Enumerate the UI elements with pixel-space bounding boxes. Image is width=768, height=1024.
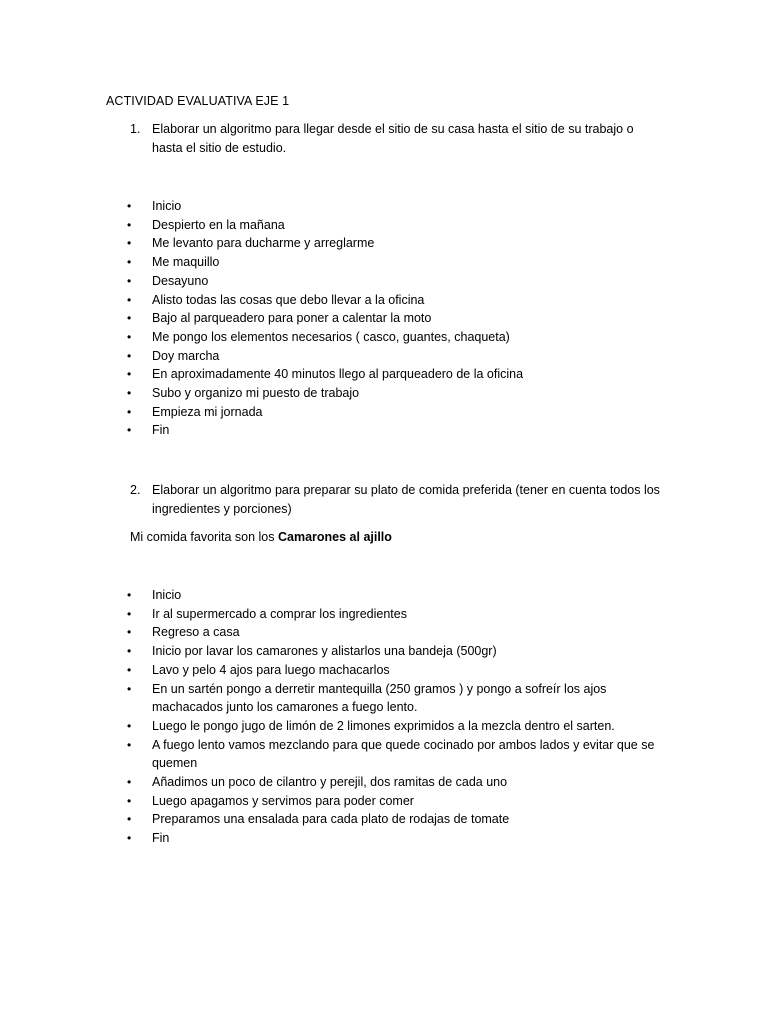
list-item-text: Luego apagamos y servimos para poder comer [152,793,414,808]
bullet-icon: • [127,423,132,438]
list-item-text: Desayuno [152,273,209,288]
list-item-text: Empieza mi jornada [152,404,263,419]
list-item-text: Preparamos una ensalada para cada plato de rodajas de tomate [152,812,510,827]
list-item [0,365,672,384]
bullet-icon: • [127,311,132,326]
list-item-text: Me pongo los elementos necesarios ( casco, guantes, chaqueta) [152,329,510,344]
list-item [0,197,672,216]
list-item [0,253,672,272]
list-item-text: Lavo y pelo 4 ajos para luego machacarlos [152,662,390,677]
favorite-food-prefix: Mi comida favorita son los [130,530,278,544]
bullet-icon: • [127,273,132,288]
bullet-icon: • [127,793,132,808]
list-item [0,642,672,661]
list-item-text: Añadimos un poco de cilantro y perejil, dos ramitas de cada uno [152,775,508,790]
list-item [0,328,672,347]
list-item [0,347,672,366]
list-item [0,623,672,642]
list-item [0,773,672,792]
algorithm-list-2 [0,586,768,848]
favorite-food-sentence [130,528,392,546]
bullet-icon: • [127,367,132,382]
favorite-food-name: Camarones al ajillo [277,530,392,544]
bullet-icon: • [127,812,132,827]
list-item-text: Subo y organizo mi puesto de trabajo [152,386,360,401]
list-item-text: Fin [152,831,170,846]
list-item-text: Ir al supermercado a comprar los ingredientes [152,606,407,621]
list-item-text: Alisto todas las cosas que debo llevar a la oficina [152,292,425,307]
question-1-number: 1. [130,122,141,136]
bullet-icon: • [127,831,132,846]
bullet-icon: • [127,681,132,696]
list-item [0,216,672,235]
list-item [0,605,672,624]
list-item [0,810,672,829]
bullet-icon: • [127,199,132,213]
bullet-icon: • [127,217,132,232]
bullet-icon: • [127,255,132,270]
list-item-text: Me maquillo [152,255,220,270]
list-item [0,661,672,680]
bullet-icon: • [127,236,132,251]
bullet-icon: • [127,718,132,733]
list-item [0,234,672,253]
bullet-icon: • [127,588,132,602]
bullet-icon: • [127,737,132,752]
list-item-text: Inicio por lavar los camarones y alistarlos una bandeja (500gr) [152,644,497,659]
bullet-icon: • [127,404,132,419]
list-item-text: A fuego lento vamos mezclando para que quede cocinado por ambos lados y evitar que se quemen [152,737,655,771]
list-item-text: Despierto en la mañana [152,217,285,232]
list-item-text: Fin [152,423,170,438]
list-item-text: En un sartén pongo a derretir mantequilla (250 gramos ) y pongo a sofreír los ajos machacados junto los camarones a fuego lento. [152,681,607,715]
bullet-icon: • [127,348,132,363]
list-item [0,586,672,605]
list-item [0,717,672,736]
bullet-icon: • [127,386,132,401]
list-item-text: Inicio [152,588,182,602]
list-item-text: Doy marcha [152,348,220,363]
list-item [0,384,672,403]
question-2-number: 2. [130,483,141,497]
list-item-text: Regreso a casa [152,625,240,640]
bullet-icon: • [127,329,132,344]
list-item [0,403,672,422]
list-item-text: Luego le pongo jugo de limón de 2 limones exprimidos a la mezcla dentro el sarten. [152,718,615,733]
list-item [0,421,672,440]
list-item-text: En aproximadamente 40 minutos llego al parqueadero de la oficina [152,367,524,382]
document-title: ACTIVIDAD EVALUATIVA EJE 1 [106,94,290,108]
list-item-text: Me levanto para ducharme y arreglarme [152,236,375,251]
list-item-text: Inicio [152,199,182,213]
question-1-text: Elaborar un algoritmo para llegar desde el sitio de su casa hasta el sitio de su trabajo o hasta el sitio de estudio. [152,122,634,155]
question-1 [106,120,666,157]
list-item [0,736,672,773]
question-2 [106,481,666,518]
bullet-icon: • [127,662,132,677]
list-item [0,309,672,328]
list-item [0,291,672,310]
list-item [0,829,672,848]
bullet-icon: • [127,606,132,621]
list-item [0,680,672,717]
bullet-icon: • [127,292,132,307]
list-item [0,272,672,291]
list-item [0,792,672,811]
algorithm-list-1 [0,197,768,440]
bullet-icon: • [127,775,132,790]
list-item-text: Bajo al parqueadero para poner a calentar la moto [152,311,432,326]
question-2-text: Elaborar un algoritmo para preparar su plato de comida preferida (tener en cuenta todos los ingredientes y porciones) [152,483,660,516]
bullet-icon: • [127,625,132,640]
bullet-icon: • [127,644,132,659]
